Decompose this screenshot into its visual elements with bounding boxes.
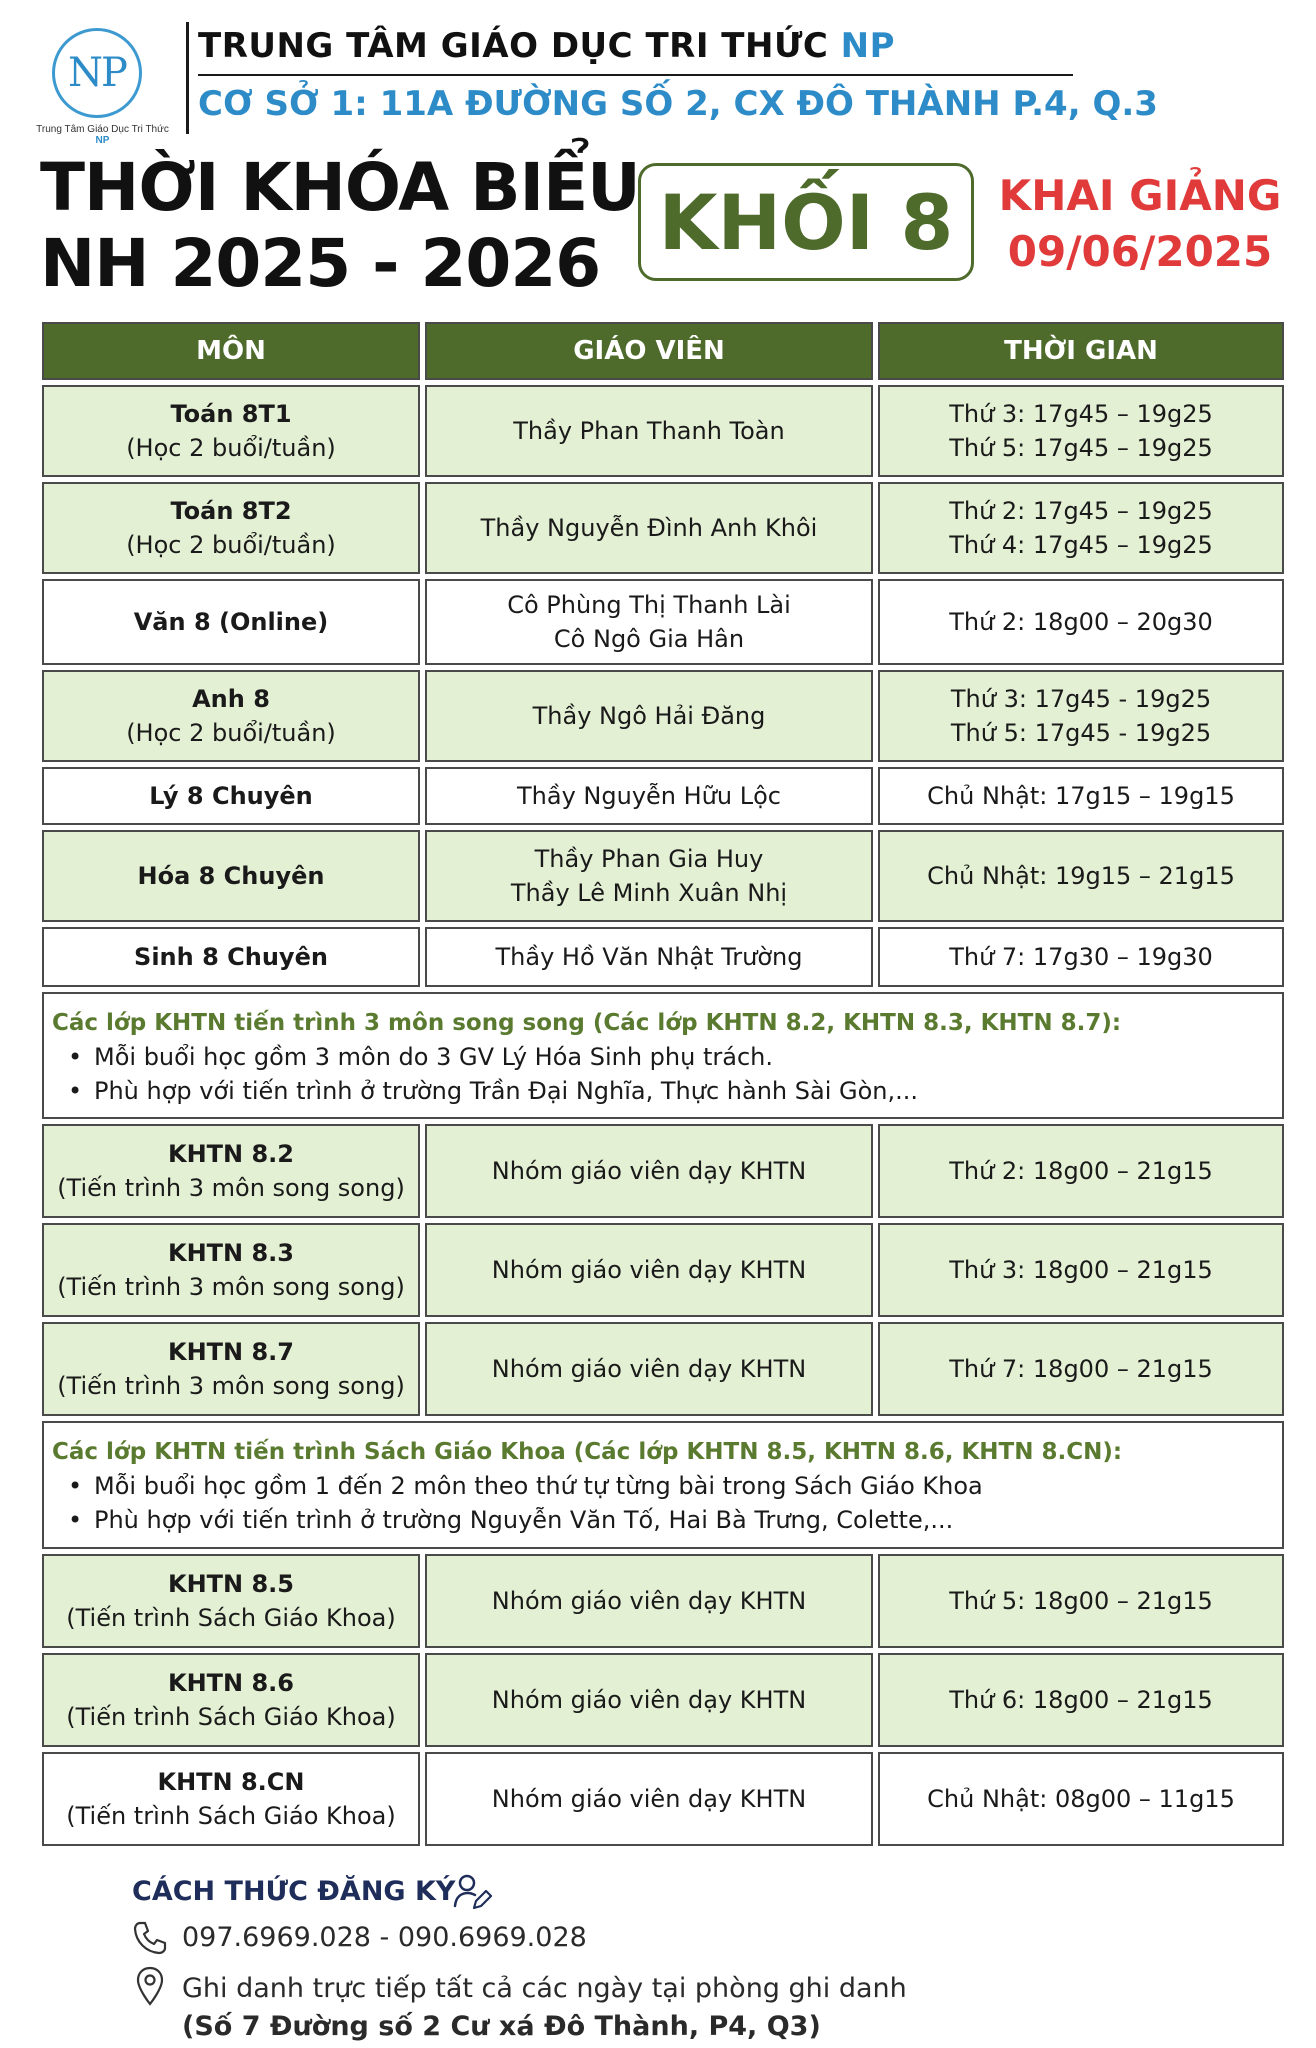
- table-row-teacher: Thầy Hồ Văn Nhật Trường: [425, 927, 873, 987]
- note-bullet: • Mỗi buổi học gồm 1 đến 2 môn theo thứ tự từng bài trong Sách Giáo Khoa: [52, 1469, 1282, 1503]
- table-row-subject: KHTN 8.CN (Tiến trình Sách Giáo Khoa): [42, 1752, 420, 1846]
- table-row-subject: Anh 8 (Học 2 buổi/tuần): [42, 670, 420, 762]
- logo-mark: NP: [68, 50, 126, 96]
- table-row-subject: Hóa 8 Chuyên: [42, 830, 420, 922]
- note-title: Các lớp KHTN tiến trình Sách Giáo Khoa (Các lớp KHTN 8.5, KHTN 8.6, KHTN 8.CN):: [52, 1439, 1123, 1465]
- table-row-time: Thứ 2: 18g00 – 21g15: [878, 1124, 1284, 1218]
- table-row-time: Thứ 2: 18g00 – 20g30: [878, 579, 1284, 665]
- table-row-subject: KHTN 8.3 (Tiến trình 3 môn song song): [42, 1223, 420, 1317]
- table-row-time: Thứ 2: 17g45 – 19g25 Thứ 4: 17g45 – 19g25: [878, 482, 1284, 574]
- table-row-teacher: Thầy Ngô Hải Đăng: [425, 670, 873, 762]
- table-row-subject: KHTN 8.6 (Tiến trình Sách Giáo Khoa): [42, 1653, 420, 1747]
- table-row-subject: Lý 8 Chuyên: [42, 767, 420, 825]
- table-row-time: Chủ Nhật: 19g15 – 21g15: [878, 830, 1284, 922]
- title-line-2: NH 2025 - 2026: [40, 225, 601, 302]
- table-row-subject: KHTN 8.2 (Tiến trình 3 môn song song): [42, 1124, 420, 1218]
- logo-caption: Trung Tâm Giáo Dục Tri Thức NP: [36, 124, 169, 146]
- note-bullet: • Phù hợp với tiến trình ở trường Nguyễn Văn Tố, Hai Bà Trưng, Colette,...: [52, 1503, 1282, 1537]
- opening-date: 09/06/2025: [1007, 227, 1273, 276]
- note-title: Các lớp KHTN tiến trình 3 môn song song (Các lớp KHTN 8.2, KHTN 8.3, KHTN 8.7):: [52, 1010, 1122, 1036]
- table-row-teacher: Cô Phùng Thị Thanh Lài Cô Ngô Gia Hân: [425, 579, 873, 665]
- table-row-teacher: Nhóm giáo viên dạy KHTN: [425, 1752, 873, 1846]
- location-pin-icon: [135, 1966, 165, 2006]
- table-row-time: Thứ 7: 18g00 – 21g15: [878, 1322, 1284, 1416]
- table-row-time: Thứ 3: 17g45 – 19g25 Thứ 5: 17g45 – 19g25: [878, 385, 1284, 477]
- table-row-time: Thứ 3: 18g00 – 21g15: [878, 1223, 1284, 1317]
- table-row-subject: Văn 8 (Online): [42, 579, 420, 665]
- table-row-subject: KHTN 8.7 (Tiến trình 3 môn song song): [42, 1322, 420, 1416]
- registration-address: Ghi danh trực tiếp tất cả các ngày tại phòng ghi danh (Số 7 Đường số 2 Cư xá Đô Thành, P4, Q3): [182, 1973, 907, 2042]
- registration-title: CÁCH THỨC ĐĂNG KÝ: [132, 1876, 456, 1907]
- table-row-time: Thứ 7: 17g30 – 19g30: [878, 927, 1284, 987]
- khtn-parallel-note: [42, 992, 1284, 1119]
- table-row-time: Chủ Nhật: 17g15 – 19g15: [878, 767, 1284, 825]
- table-row-teacher: Thầy Nguyễn Đình Anh Khôi: [425, 482, 873, 574]
- table-row-time: Thứ 6: 18g00 – 21g15: [878, 1653, 1284, 1747]
- header-subject: MÔN: [42, 322, 420, 380]
- opening-info: [990, 168, 1290, 280]
- table-row-teacher: Thầy Phan Gia Huy Thầy Lê Minh Xuân Nhị: [425, 830, 873, 922]
- table-row-teacher: Thầy Phan Thanh Toàn: [425, 385, 873, 477]
- table-row-teacher: Nhóm giáo viên dạy KHTN: [425, 1554, 873, 1648]
- table-row-subject: Sinh 8 Chuyên: [42, 927, 420, 987]
- table-row-teacher: Thầy Nguyễn Hữu Lộc: [425, 767, 873, 825]
- table-row-teacher: Nhóm giáo viên dạy KHTN: [425, 1322, 873, 1416]
- phone-icon: [132, 1920, 168, 1956]
- table-row-time: Thứ 5: 18g00 – 21g15: [878, 1554, 1284, 1648]
- header-teacher: GIÁO VIÊN: [425, 322, 873, 380]
- title-line-1: THỜI KHÓA BIỂU: [40, 149, 640, 226]
- note-bullet: • Phù hợp với tiến trình ở trường Trần Đại Nghĩa, Thực hành Sài Gòn,...: [52, 1074, 1282, 1108]
- table-row-subject: Toán 8T2 (Học 2 buổi/tuần): [42, 482, 420, 574]
- table-row-subject: Toán 8T1 (Học 2 buổi/tuần): [42, 385, 420, 477]
- header-divider-vertical: [186, 22, 189, 134]
- page-title: [40, 150, 640, 302]
- center-name: TRUNG TÂM GIÁO DỤC TRI THỨC NP: [198, 26, 896, 66]
- table-row-time: Chủ Nhật: 08g00 – 11g15: [878, 1752, 1284, 1846]
- user-edit-icon: [452, 1872, 492, 1912]
- opening-label: KHAI GIẢNG: [998, 171, 1282, 220]
- khtn-textbook-note: [42, 1421, 1284, 1549]
- table-row-subject: KHTN 8.5 (Tiến trình Sách Giáo Khoa): [42, 1554, 420, 1648]
- table-row-teacher: Nhóm giáo viên dạy KHTN: [425, 1223, 873, 1317]
- header-divider-horizontal: [198, 74, 1073, 76]
- table-row-time: Thứ 3: 17g45 - 19g25 Thứ 5: 17g45 - 19g25: [878, 670, 1284, 762]
- branch-address: CƠ SỞ 1: 11A ĐƯỜNG SỐ 2, CX ĐÔ THÀNH P.4, Q.3: [198, 84, 1158, 124]
- center-logo: [30, 20, 175, 146]
- note-bullet: • Mỗi buổi học gồm 3 môn do 3 GV Lý Hóa Sinh phụ trách.: [52, 1040, 1282, 1074]
- table-row-teacher: Nhóm giáo viên dạy KHTN: [425, 1124, 873, 1218]
- table-row-teacher: Nhóm giáo viên dạy KHTN: [425, 1653, 873, 1747]
- phone-numbers: 097.6969.028 - 090.6969.028: [182, 1922, 587, 1953]
- header-time: THỜI GIAN: [878, 322, 1284, 380]
- grade-badge: KHỐI 8: [638, 163, 974, 281]
